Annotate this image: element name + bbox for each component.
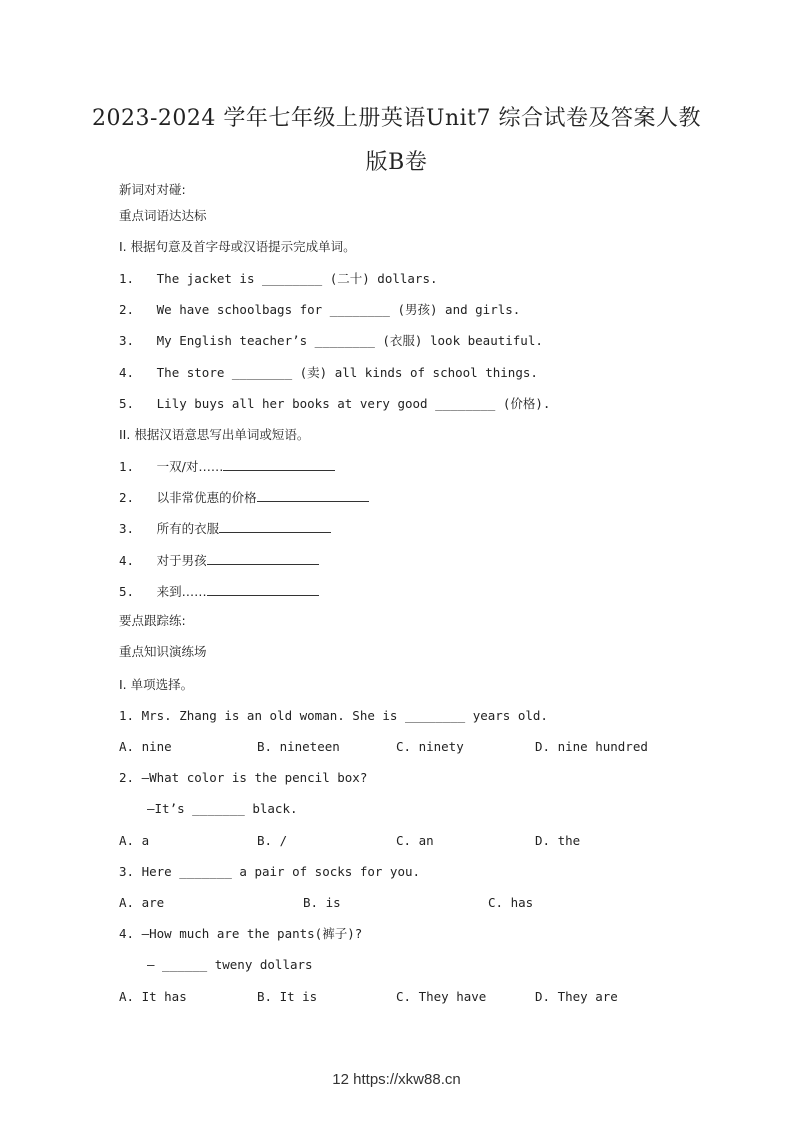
option-a: A. It has — [119, 989, 187, 1004]
option-c: C. ninety — [396, 739, 464, 754]
item-number: 5. — [119, 396, 135, 411]
answer-blank — [257, 489, 369, 502]
part2-item — [119, 458, 335, 475]
option-a: A. nine — [119, 739, 172, 754]
item-text: 以非常优惠的价格 — [156, 490, 257, 505]
page-title: 2023-2024 学年七年级上册英语Unit7 综合试卷及答案人教 — [92, 106, 701, 131]
section-practice: 要点跟踪练: — [119, 613, 186, 628]
answer-blank — [223, 458, 335, 471]
option-b: B. nineteen — [257, 739, 340, 754]
item-text: The jacket is ________ (二十) dollars. — [156, 271, 438, 286]
item-number: 4. — [119, 553, 135, 568]
item-number: 2. — [119, 490, 135, 505]
part1-item — [119, 302, 520, 318]
item-number: 5. — [119, 584, 135, 599]
question-stem-reply: — ______ tweny dollars — [147, 957, 313, 972]
option-c: C. an — [396, 833, 434, 848]
item-number: 4. — [119, 365, 135, 380]
part1-item — [119, 271, 438, 287]
item-text: 来到…… — [156, 584, 207, 599]
answer-blank — [207, 552, 319, 565]
section-key-words: 重点词语达达标 — [119, 208, 207, 223]
option-c: C. They have — [396, 989, 487, 1004]
option-b: B. / — [257, 833, 288, 848]
item-number: 3. — [119, 521, 135, 536]
part2-instructions: II. 根据汉语意思写出单词或短语。 — [119, 427, 310, 442]
page-title-continued: 版B卷 — [365, 150, 428, 175]
answer-blank — [207, 583, 319, 596]
part1-item — [119, 396, 550, 412]
question-stem: 4. —How much are the pants(裤子)? — [119, 926, 363, 941]
item-text: My English teacher’s ________ (衣服) look beautiful. — [156, 333, 543, 348]
part2-item — [119, 520, 331, 537]
item-text: The store ________ (卖) all kinds of school things. — [156, 365, 538, 380]
item-text: Lily buys all her books at very good ________ (价格). — [156, 396, 551, 411]
answer-blank — [219, 520, 331, 533]
question-stem: 2. —What color is the pencil box? — [119, 770, 368, 785]
part2-item — [119, 583, 319, 600]
option-a: A. a — [119, 833, 150, 848]
part2-item — [119, 489, 369, 506]
option-c: C. has — [488, 895, 534, 910]
part1-item — [119, 365, 538, 381]
item-text: We have schoolbags for ________ (男孩) and girls. — [156, 302, 521, 317]
page-footer: 12 https://xkw88.cn — [332, 1071, 461, 1088]
option-a: A. are — [119, 895, 165, 910]
part3-instructions: I. 单项选择。 — [119, 677, 194, 692]
item-number: 1. — [119, 271, 135, 286]
question-stem: 3. Here _______ a pair of socks for you. — [119, 864, 421, 879]
part2-item — [119, 552, 319, 569]
item-text: 对于男孩 — [156, 553, 207, 568]
item-text: 一双/对…… — [156, 459, 224, 474]
option-d: D. the — [535, 833, 581, 848]
question-stem-reply: —It’s _______ black. — [147, 801, 298, 816]
section-new-words: 新词对对碰: — [119, 182, 186, 197]
item-number: 1. — [119, 459, 135, 474]
item-text: 所有的衣服 — [156, 521, 220, 536]
option-d: D. They are — [535, 989, 618, 1004]
part1-instructions: I. 根据句意及首字母或汉语提示完成单词。 — [119, 239, 356, 254]
item-number: 2. — [119, 302, 135, 317]
option-b: B. is — [303, 895, 341, 910]
question-stem: 1. Mrs. Zhang is an old woman. She is ________ years old. — [119, 708, 548, 723]
option-b: B. It is — [257, 989, 318, 1004]
part1-item — [119, 333, 543, 349]
option-d: D. nine hundred — [535, 739, 648, 754]
section-knowledge: 重点知识演练场 — [119, 644, 207, 659]
item-number: 3. — [119, 333, 135, 348]
